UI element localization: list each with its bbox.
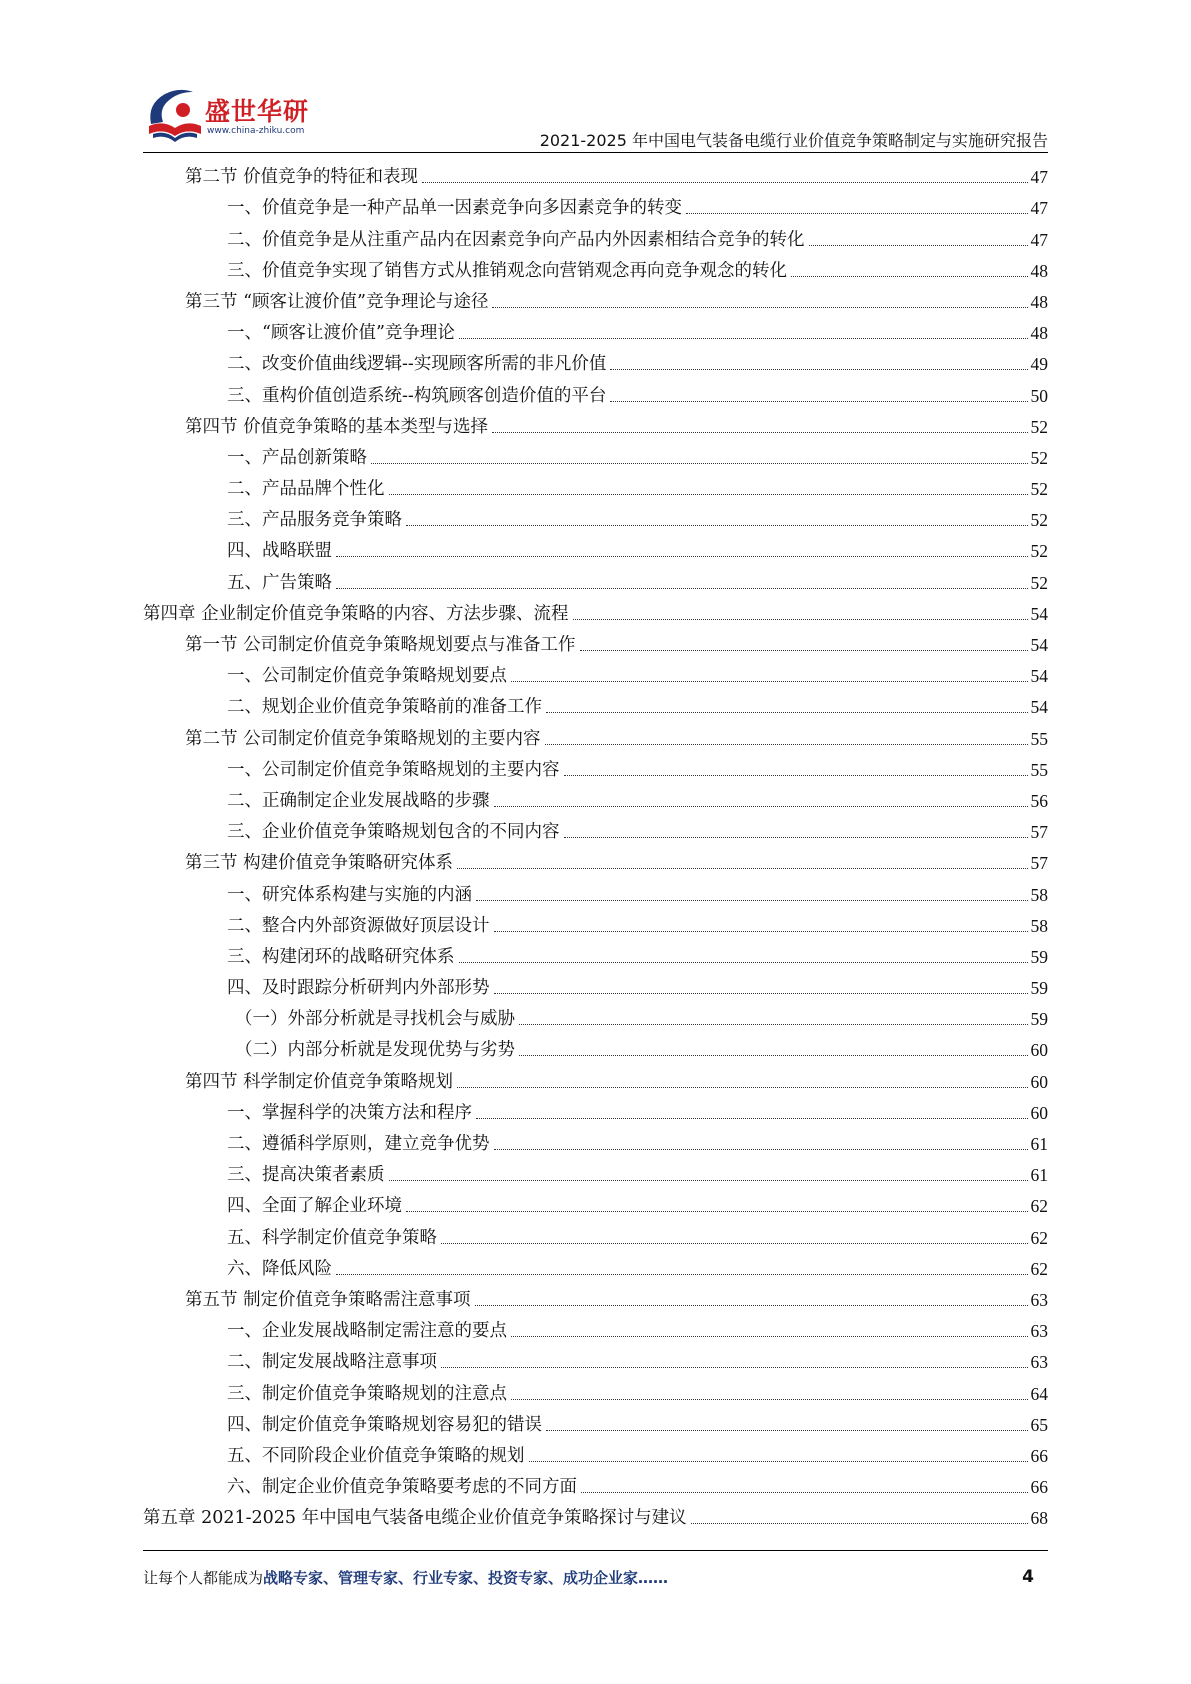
toc-entry-page: 48 xyxy=(1030,323,1048,344)
toc-leader-dots xyxy=(494,1148,1028,1150)
toc-entry-title: 二、价值竞争是从注重产品内在因素竞争向产品内外因素相结合竞争的转化 xyxy=(227,229,805,250)
toc-entry-page: 68 xyxy=(1030,1508,1048,1529)
toc-entry[interactable] xyxy=(143,1031,1048,1062)
toc-entry-page: 47 xyxy=(1030,229,1048,250)
toc-leader-dots xyxy=(457,867,1027,869)
toc-leader-dots xyxy=(336,555,1028,557)
toc-entry-page: 59 xyxy=(1030,978,1048,999)
toc-entry[interactable] xyxy=(143,189,1048,220)
toc-leader-dots xyxy=(492,431,1027,433)
toc-entry-title: 第四节 科学制定价值竞争策略规划 xyxy=(185,1071,454,1092)
toc-entry-title: 三、价值竞争实现了销售方式从推销观念向营销观念再向竞争观念的转化 xyxy=(227,260,787,281)
toc-entry[interactable] xyxy=(143,782,1048,813)
toc-entry-title: （一）外部分析就是寻找机会与威胁 xyxy=(235,1009,515,1030)
toc-entry[interactable] xyxy=(143,1406,1048,1437)
toc-entry-page: 62 xyxy=(1030,1227,1048,1248)
toc-entry[interactable] xyxy=(143,1062,1048,1093)
toc-entry-page: 52 xyxy=(1030,572,1048,593)
toc-leader-dots xyxy=(511,1398,1028,1400)
toc-entry[interactable] xyxy=(143,1312,1048,1343)
toc-leader-dots xyxy=(406,1210,1028,1212)
toc-leader-dots xyxy=(564,836,1028,838)
toc-entry-page: 52 xyxy=(1030,541,1048,562)
toc-entry[interactable] xyxy=(143,563,1048,594)
footer-slogan-roles: 战略专家、管理专家、行业专家、投资专家、成功企业家…… xyxy=(263,1569,669,1587)
toc-entry-page: 61 xyxy=(1030,1134,1048,1154)
toc-leader-dots xyxy=(389,1179,1028,1181)
toc-entry[interactable] xyxy=(143,1468,1048,1499)
toc-entry-page: 56 xyxy=(1030,790,1048,811)
toc-leader-dots xyxy=(371,462,1028,464)
toc-leader-dots xyxy=(580,649,1028,651)
toc-entry-page: 60 xyxy=(1030,1040,1048,1061)
toc-entry-page: 57 xyxy=(1030,822,1048,843)
toc-entry-title: 第五节 制定价值竞争策略需注意事项 xyxy=(185,1289,471,1310)
toc-entry[interactable] xyxy=(143,595,1048,626)
toc-entry-title: 三、重构价值创造系统--构筑顾客创造价值的平台 xyxy=(227,385,607,406)
toc-entry-page: 63 xyxy=(1030,1289,1048,1310)
toc-leader-dots xyxy=(511,1335,1028,1337)
toc-leader-dots xyxy=(546,711,1028,713)
toc-leader-dots xyxy=(691,1522,1028,1524)
toc-entry[interactable] xyxy=(143,252,1048,283)
toc-entry-page: 54 xyxy=(1030,697,1048,718)
toc-entry-title: 四、战略联盟 xyxy=(227,541,332,562)
toc-entry[interactable] xyxy=(143,1374,1048,1405)
toc-entry-page: 52 xyxy=(1030,416,1048,437)
toc-entry-title: 一、研究体系构建与实施的内涵 xyxy=(227,884,472,905)
toc-entry-title: 一、企业发展战略制定需注意的要点 xyxy=(227,1321,507,1342)
toc-leader-dots xyxy=(581,1491,1028,1493)
toc-entry-page: 52 xyxy=(1030,510,1048,531)
toc-entry-title: （二）内部分析就是发现优势与劣势 xyxy=(235,1040,515,1061)
toc-entry-page: 54 xyxy=(1030,603,1048,624)
toc-leader-dots xyxy=(610,400,1027,402)
toc-entry[interactable] xyxy=(143,501,1048,532)
toc-entry[interactable] xyxy=(143,1218,1048,1249)
toc-entry-page: 52 xyxy=(1030,479,1048,500)
logo-url: www.china-zhiku.com xyxy=(207,126,305,136)
toc-entry-page: 66 xyxy=(1030,1445,1048,1466)
toc-entry-title: 第一节 公司制定价值竞争策略规划要点与准备工作 xyxy=(185,635,576,655)
toc-entry[interactable] xyxy=(143,283,1048,314)
toc-entry-title: 三、提高决策者素质 xyxy=(227,1165,385,1186)
toc-leader-dots xyxy=(519,1023,1028,1025)
toc-leader-dots xyxy=(441,1366,1028,1368)
toc-entry-page: 47 xyxy=(1030,167,1048,188)
toc-entry-page: 62 xyxy=(1030,1196,1048,1217)
toc-leader-dots xyxy=(494,992,1028,994)
toc-leader-dots xyxy=(475,1304,1028,1306)
toc-leader-dots xyxy=(686,212,1028,214)
toc-leader-dots xyxy=(336,587,1028,589)
toc-entry[interactable] xyxy=(143,1000,1048,1031)
toc-entry-title: 一、公司制定价值竞争策略规划的主要内容 xyxy=(227,759,560,780)
toc-leader-dots xyxy=(564,774,1028,776)
toc-leader-dots xyxy=(511,680,1028,682)
toc-leader-dots xyxy=(457,1086,1027,1088)
toc-entry-page: 61 xyxy=(1030,1165,1048,1186)
toc-entry-page: 57 xyxy=(1030,853,1048,874)
toc-entry-page: 55 xyxy=(1030,759,1048,780)
toc-entry[interactable] xyxy=(143,470,1048,501)
toc-entry[interactable] xyxy=(143,1281,1048,1312)
toc-entry-title: 二、正确制定企业发展战略的步骤 xyxy=(227,790,490,811)
page-number: 4 xyxy=(1022,1567,1034,1587)
toc-entry-title: 二、规划企业价值竞争策略前的准备工作 xyxy=(227,697,542,718)
toc-entry-title: 五、科学制定价值竞争策略 xyxy=(227,1227,437,1248)
toc-leader-dots xyxy=(459,961,1028,963)
toc-leader-dots xyxy=(476,899,1028,901)
toc-entry-page: 54 xyxy=(1030,666,1048,687)
toc-entry-page: 60 xyxy=(1030,1102,1048,1123)
toc-entry-page: 58 xyxy=(1030,884,1048,905)
toc-entry[interactable] xyxy=(143,1156,1048,1187)
toc-entry[interactable] xyxy=(143,1499,1048,1530)
toc-leader-dots xyxy=(573,618,1028,620)
toc-entry[interactable] xyxy=(143,532,1048,563)
toc-entry[interactable] xyxy=(143,158,1048,189)
toc-leader-dots xyxy=(546,1429,1028,1431)
header-divider xyxy=(143,152,1048,153)
toc-entry-title: 六、降低风险 xyxy=(227,1258,332,1279)
toc-entry-title: 一、公司制定价值竞争策略规划要点 xyxy=(227,666,507,687)
toc-entry-title: 四、制定价值竞争策略规划容易犯的错误 xyxy=(227,1414,542,1435)
toc-leader-dots xyxy=(545,743,1028,745)
toc-entry[interactable] xyxy=(143,844,1048,875)
toc-entry-page: 47 xyxy=(1030,198,1048,219)
toc-leader-dots xyxy=(336,1273,1028,1275)
toc-leader-dots xyxy=(610,368,1027,370)
toc-leader-dots xyxy=(406,524,1028,526)
logo-name: 盛世华研 xyxy=(205,97,310,126)
toc-entry[interactable] xyxy=(143,1250,1048,1281)
toc-entry[interactable] xyxy=(143,907,1048,938)
toc-entry-title: 二、产品品牌个性化 xyxy=(227,479,385,500)
toc-leader-dots xyxy=(441,1242,1028,1244)
toc-leader-dots xyxy=(494,805,1028,807)
footer-slogan-lead: 让每个人都能成为 xyxy=(143,1569,264,1587)
toc-entry[interactable] xyxy=(143,439,1048,470)
toc-leader-dots xyxy=(476,1117,1028,1119)
toc-entry-title: 二、遵循科学原则，建立竞争优势 xyxy=(227,1134,490,1154)
toc-leader-dots xyxy=(529,1460,1028,1462)
logo-emblem-icon xyxy=(143,84,205,146)
toc-entry-page: 54 xyxy=(1030,635,1048,655)
toc-entry-title: 五、不同阶段企业价值竞争策略的规划 xyxy=(227,1445,525,1466)
toc-entry[interactable] xyxy=(143,1343,1048,1374)
toc-entry-page: 62 xyxy=(1030,1258,1048,1279)
toc-entry-title: 三、产品服务竞争策略 xyxy=(227,510,402,531)
toc-entry[interactable] xyxy=(143,813,1048,844)
toc-leader-dots xyxy=(494,930,1028,932)
toc-leader-dots xyxy=(422,181,1027,183)
company-logo xyxy=(143,84,323,148)
toc-entry[interactable] xyxy=(143,751,1048,782)
toc-entry-page: 50 xyxy=(1030,385,1048,406)
toc-entry-page: 59 xyxy=(1030,1009,1048,1030)
toc-entry-title: 一、“顾客让渡价值”竞争理论 xyxy=(227,323,455,344)
toc-entry-title: 二、制定发展战略注意事项 xyxy=(227,1352,437,1373)
toc-entry[interactable] xyxy=(143,875,1048,906)
toc-entry-page: 63 xyxy=(1030,1321,1048,1342)
toc-entry-title: 一、产品创新策略 xyxy=(227,447,367,468)
toc-entry[interactable] xyxy=(143,688,1048,719)
toc-entry[interactable] xyxy=(143,719,1048,750)
toc-leader-dots xyxy=(791,275,1028,277)
toc-entry-page: 63 xyxy=(1030,1352,1048,1373)
toc-entry-title: 第四节 价值竞争策略的基本类型与选择 xyxy=(185,416,489,437)
toc-entry[interactable] xyxy=(143,314,1048,345)
toc-entry[interactable] xyxy=(143,220,1048,251)
toc-entry-title: 二、改变价值曲线逻辑--实现顾客所需的非凡价值 xyxy=(227,354,607,375)
toc-entry-title: 一、价值竞争是一种产品单一因素竞争向多因素竞争的转变 xyxy=(227,198,682,219)
toc-entry[interactable] xyxy=(143,938,1048,969)
toc-entry-title: 第五章 2021-2025 年中国电气装备电缆企业价值竞争策略探讨与建议 xyxy=(143,1508,687,1529)
toc-entry-page: 64 xyxy=(1030,1383,1048,1404)
toc-entry-page: 55 xyxy=(1030,728,1048,749)
toc-leader-dots xyxy=(492,306,1027,308)
toc-entry-title: 第二节 价值竞争的特征和表现 xyxy=(185,167,419,188)
toc-entry-page: 59 xyxy=(1030,946,1048,967)
toc-entry[interactable] xyxy=(143,657,1048,688)
toc-entry[interactable] xyxy=(143,1187,1048,1218)
toc-entry-page: 49 xyxy=(1030,354,1048,375)
toc-entry[interactable] xyxy=(143,1094,1048,1125)
toc-entry-title: 二、整合内外部资源做好顶层设计 xyxy=(227,915,490,936)
report-title: 2021-2025 年中国电气装备电缆行业价值竞争策略制定与实施研究报告 xyxy=(539,131,1048,150)
toc-entry-page: 60 xyxy=(1030,1071,1048,1092)
toc-entry[interactable] xyxy=(143,626,1048,657)
table-of-contents xyxy=(143,158,1048,1530)
toc-entry-title: 三、制定价值竞争策略规划的注意点 xyxy=(227,1383,507,1404)
toc-entry-title: 第二节 公司制定价值竞争策略规划的主要内容 xyxy=(185,728,541,749)
toc-entry-page: 48 xyxy=(1030,291,1048,312)
toc-entry-title: 六、制定企业价值竞争策略要考虑的不同方面 xyxy=(227,1477,577,1498)
toc-entry-title: 三、构建闭环的战略研究体系 xyxy=(227,946,455,967)
toc-entry-page: 58 xyxy=(1030,915,1048,936)
toc-entry-title: 五、广告策略 xyxy=(227,572,332,593)
toc-entry-title: 第三节 “顾客让渡价值”竞争理论与途径 xyxy=(185,291,489,312)
toc-entry-page: 48 xyxy=(1030,260,1048,281)
toc-entry-title: 四、全面了解企业环境 xyxy=(227,1196,402,1217)
toc-entry[interactable] xyxy=(143,1437,1048,1468)
toc-entry-title: 四、及时跟踪分析研判内外部形势 xyxy=(227,978,490,999)
toc-entry-page: 52 xyxy=(1030,447,1048,468)
toc-entry[interactable] xyxy=(143,1125,1048,1156)
toc-leader-dots xyxy=(459,337,1028,339)
page-footer xyxy=(143,1567,1048,1597)
footer-divider xyxy=(143,1550,1048,1551)
toc-entry-title: 第四章 企业制定价值竞争策略的内容、方法步骤、流程 xyxy=(143,603,569,624)
toc-entry-page: 66 xyxy=(1030,1477,1048,1498)
toc-entry-title: 三、企业价值竞争策略规划包含的不同内容 xyxy=(227,822,560,843)
toc-entry-title: 第三节 构建价值竞争策略研究体系 xyxy=(185,853,454,874)
toc-entry[interactable] xyxy=(143,408,1048,439)
toc-entry[interactable] xyxy=(143,376,1048,407)
toc-entry[interactable] xyxy=(143,969,1048,1000)
toc-entry-title: 一、掌握科学的决策方法和程序 xyxy=(227,1102,472,1123)
toc-leader-dots xyxy=(809,244,1028,246)
toc-leader-dots xyxy=(519,1054,1028,1056)
page-header xyxy=(143,84,1048,154)
toc-entry-page: 65 xyxy=(1030,1414,1048,1435)
toc-entry[interactable] xyxy=(143,345,1048,376)
toc-leader-dots xyxy=(389,493,1028,495)
